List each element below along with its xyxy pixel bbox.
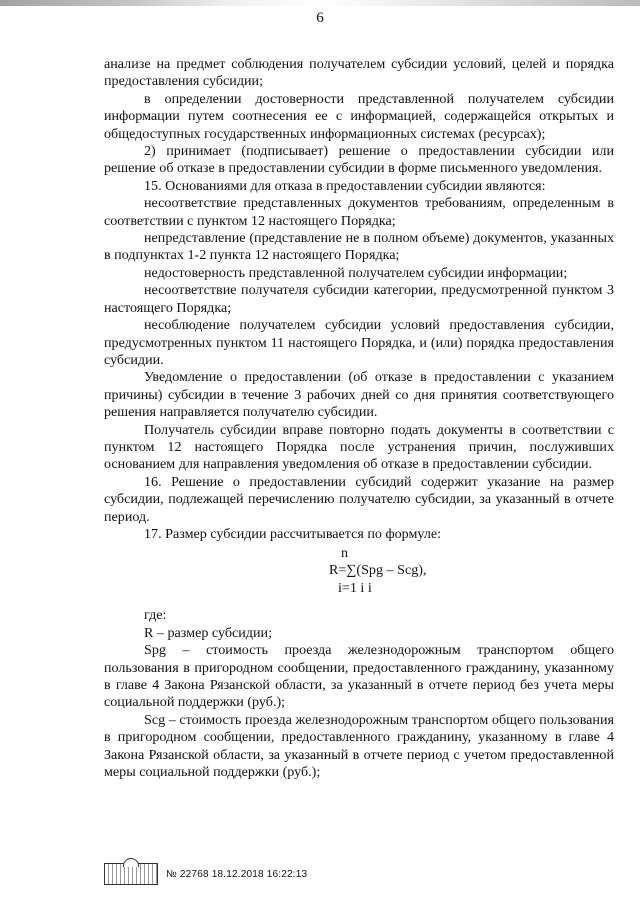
paragraph: анализе на предмет соблюдения получателем субсидии условий, целей и порядка предоставления субсидии;: [104, 56, 614, 90]
formula-expression: R=∑(Spg – Scg),: [329, 562, 427, 579]
paragraph: 15. Основаниями для отказа в предоставлении субсидии являются:: [144, 177, 546, 194]
page-number: 6: [316, 10, 324, 26]
formula-upper-limit: n: [341, 545, 349, 562]
paragraph: 2) принимает (подписывает) решение о предоставлении субсидии или решение об отказе в предоставлении субсидии в форме письменного уведомления.: [104, 143, 614, 177]
paragraph: 17. Размер субсидии рассчитывается по формуле:: [144, 525, 442, 542]
scan-edge: [0, 0, 640, 6]
paragraph: Получатель субсидии вправе повторно подать документы в соответствии с пунктом 12 настоящего Порядка после устранения причин, послуживших основанием для направления уведомления об отказе в предоставлении субсидии.: [104, 421, 614, 473]
formula-indices: i=1 i i: [338, 580, 372, 597]
paragraph: Уведомление о предоставлении (об отказе в предоставлении с указанием причины) субсидии в течение 3 рабочих дней со дня принятия соответствующего решения направляется получателю субсидии.: [104, 369, 614, 421]
subsidy-formula: [104, 545, 614, 601]
paragraph: 16. Решение о предоставлении субсидий содержит указание на размер субсидии, подлежащей перечислению получателю субсидии, за указанный в отчете период.: [104, 473, 614, 525]
building-seal-icon: [104, 863, 158, 885]
definition: Spg – стоимость проезда железнодорожным транспортом общего пользования в пригородном сообщении, предоставленного гражданину, указанному в главе 4 Закона Рязанской области, за указанный в отчете период без учета меры социальной поддержки (руб.);: [104, 642, 614, 711]
paragraph: несоответствие представленных документов требованиям, определенным в соответствии с пунктом 12 настоящего Порядка;: [104, 195, 614, 229]
paragraph: несоблюдение получателем субсидии условий предоставления субсидии, предусмотренных пунктом 11 настоящего Порядка, и (или) порядка предоставления субсидии.: [104, 317, 614, 368]
paragraph: недостоверность представленной получателем субсидии информации;: [144, 264, 568, 281]
registration-footer: [104, 862, 307, 886]
definition: где:: [144, 607, 167, 624]
definition: Scg – стоимость проезда железнодорожным транспортом общего пользования в пригородном сообщении, предоставленного гражданину, указанному в главе 4 Закона Рязанской области, за указанный в отчете период с учетом предоставленной меры социальной поддержки (руб.);: [104, 711, 614, 781]
registration-number: № 22768 18.12.2018 16:22:13: [166, 868, 308, 880]
definition: R – размер субсидии;: [144, 624, 272, 641]
paragraph: непредставление (представление не в полном объеме) документов, указанных в подпунктах 1-2 пункта 12 настоящего Порядка;: [104, 230, 614, 264]
paragraph: в определении достоверности представленной получателем субсидии информации путем соотнесения ее с информацией, содержащейся открытых и общедоступных государственных информационных системах (ресурсах);: [104, 90, 614, 142]
document-body: [104, 56, 614, 781]
paragraph: несоответствие получателя субсидии категории, предусмотренной пунктом 3 настоящего Порядка;: [104, 282, 614, 316]
